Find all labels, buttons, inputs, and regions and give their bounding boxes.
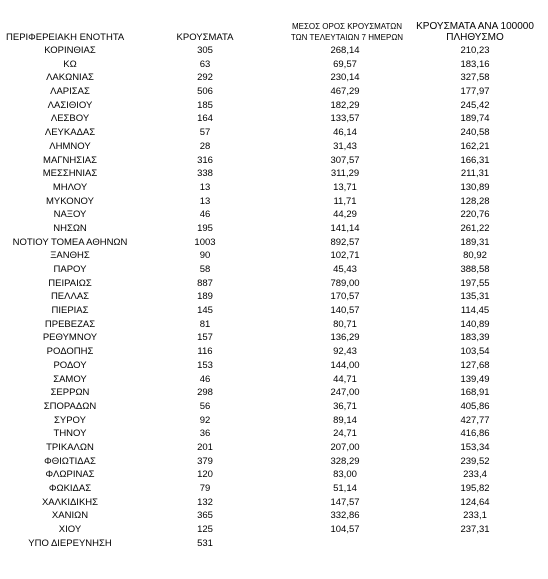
row-seven-day-average: 104,57 xyxy=(330,524,360,536)
row-seven-day-average: 92,43 xyxy=(333,346,357,358)
table-row xyxy=(0,167,548,181)
row-cases-per-100000: 189,31 xyxy=(460,236,490,248)
row-region: ΛΑΡΙΣΑΣ xyxy=(50,86,90,98)
row-cases-per-100000: 153,34 xyxy=(460,441,490,453)
row-cases-per-100000: 128,28 xyxy=(460,195,490,207)
table-row xyxy=(0,509,548,523)
row-seven-day-average: 11,71 xyxy=(333,195,357,207)
row-region: ΛΕΣΒΟΥ xyxy=(50,113,90,125)
row-cases-per-100000: 220,76 xyxy=(460,209,490,221)
row-seven-day-average: 207,00 xyxy=(330,441,360,453)
row-cases-per-100000: 210,23 xyxy=(460,45,490,56)
table-row xyxy=(0,99,548,113)
row-seven-day-average: 140,57 xyxy=(330,305,360,317)
row-seven-day-average: 182,29 xyxy=(330,99,360,111)
row-seven-day-average: 36,71 xyxy=(333,400,357,412)
row-region: ΧΙΟΥ xyxy=(58,524,82,536)
row-region: ΡΟΔΟΠΗΣ xyxy=(46,346,94,358)
row-cases-per-100000: 130,89 xyxy=(460,181,490,193)
row-cases: 153 xyxy=(197,359,213,371)
table-row xyxy=(0,263,548,277)
row-region: ΡΟΔΟΥ xyxy=(53,359,87,371)
row-cases-per-100000: 135,31 xyxy=(460,291,490,303)
row-cases: 201 xyxy=(197,441,213,453)
row-cases: 46 xyxy=(199,209,211,221)
row-cases: 58 xyxy=(199,264,211,275)
row-seven-day-average: 332,86 xyxy=(330,510,360,522)
row-cases: 63 xyxy=(199,58,211,70)
row-cases: 90 xyxy=(199,250,211,262)
table-row xyxy=(0,222,548,236)
table-row xyxy=(0,154,548,168)
row-cases: 92 xyxy=(199,414,211,426)
table-row xyxy=(0,85,548,99)
row-cases-per-100000: 327,58 xyxy=(460,72,490,84)
row-cases-per-100000: 166,31 xyxy=(460,154,490,166)
row-cases: 13 xyxy=(199,181,211,193)
row-region: ΠΑΡΟΥ xyxy=(53,264,87,275)
row-region: ΜΕΣΣΗΝΙΑΣ xyxy=(42,168,98,180)
row-region: ΜΗΛΟΥ xyxy=(52,181,88,193)
row-cases: 79 xyxy=(199,483,211,494)
row-region: ΠΡΕΒΕΖΑΣ xyxy=(44,318,96,330)
row-region: ΣΑΜΟΥ xyxy=(53,373,87,385)
table-row xyxy=(0,236,548,250)
row-cases: 56 xyxy=(199,400,211,412)
row-region: ΞΑΝΘΗΣ xyxy=(50,250,90,262)
row-seven-day-average: 69,57 xyxy=(333,58,357,70)
row-cases: 120 xyxy=(197,469,213,481)
row-cases-per-100000: 388,58 xyxy=(460,264,490,275)
row-seven-day-average: 31,43 xyxy=(333,140,357,152)
row-seven-day-average: 89,14 xyxy=(333,414,357,426)
table-row xyxy=(0,455,548,469)
row-seven-day-average: 789,00 xyxy=(330,277,360,289)
row-cases: 365 xyxy=(197,510,213,522)
row-seven-day-average: 24,71 xyxy=(333,428,357,440)
row-seven-day-average: 45,43 xyxy=(333,264,357,275)
row-cases-per-100000: 233,4 xyxy=(463,469,487,481)
row-region: ΤΗΝΟΥ xyxy=(53,428,87,440)
table-row xyxy=(0,181,548,195)
table-row xyxy=(0,468,548,482)
row-region: ΚΩ xyxy=(63,58,77,70)
row-region: ΚΟΡΙΝΘΙΑΣ xyxy=(44,45,96,56)
table-row xyxy=(0,126,548,140)
row-seven-day-average: 328,29 xyxy=(330,455,360,467)
row-cases: 316 xyxy=(197,154,213,166)
row-cases-per-100000: 405,86 xyxy=(460,400,490,412)
row-cases-per-100000: 168,91 xyxy=(460,387,490,399)
header-region: ΠΕΡΙΦΕΡΕΙΑΚΗ ΕΝΟΤΗΤΑ xyxy=(6,32,125,43)
table-row xyxy=(0,400,548,414)
row-seven-day-average: 170,57 xyxy=(330,291,360,303)
row-cases-per-100000: 239,52 xyxy=(460,455,490,467)
row-cases-per-100000: 211,31 xyxy=(460,168,490,180)
row-seven-day-average: 51,14 xyxy=(333,483,357,494)
row-cases-per-100000: 103,54 xyxy=(460,346,490,358)
table-row xyxy=(0,195,548,209)
row-cases: 157 xyxy=(197,332,213,344)
table-row xyxy=(0,318,548,332)
table-row xyxy=(0,359,548,373)
row-region: ΠΕΙΡΑΙΩΣ xyxy=(48,277,92,289)
table-row xyxy=(0,373,548,387)
row-seven-day-average: 141,14 xyxy=(330,222,360,234)
row-region: ΧΑΛΚΙΔΙΚΗΣ xyxy=(41,496,99,508)
row-region: ΠΕΛΛΑΣ xyxy=(50,291,90,303)
row-seven-day-average: 80,71 xyxy=(333,318,357,330)
row-cases-per-100000: 197,55 xyxy=(460,277,490,289)
row-region: ΛΑΣΙΘΙΟΥ xyxy=(47,99,93,111)
row-cases: 531 xyxy=(197,537,213,549)
row-cases-per-100000: 416,86 xyxy=(460,428,490,440)
row-cases: 125 xyxy=(197,524,213,536)
row-cases: 195 xyxy=(197,222,213,234)
table-row xyxy=(0,304,548,318)
header-avg-line2: ΤΩΝ ΤΕΛΕΥΤΑΙΩΝ 7 ΗΜΕΡΩΝ xyxy=(290,33,404,42)
row-region: ΝΟΤΙΟΥ ΤΟΜΕΑ ΑΘΗΝΩΝ xyxy=(12,236,128,248)
row-cases: 379 xyxy=(197,455,213,467)
header-per-line2: ΠΛΗΘΥΣΜΟ xyxy=(446,32,504,43)
row-cases: 164 xyxy=(197,113,213,125)
row-cases: 132 xyxy=(197,496,213,508)
row-cases-per-100000: 139,49 xyxy=(460,373,490,385)
table-row xyxy=(0,112,548,126)
row-cases: 81 xyxy=(199,318,211,330)
table-row xyxy=(0,427,548,441)
row-cases-per-100000: 233,1 xyxy=(463,510,487,522)
table-row xyxy=(0,249,548,263)
table-row xyxy=(0,140,548,154)
row-cases-per-100000: 124,64 xyxy=(460,496,490,508)
row-cases-per-100000: 140,89 xyxy=(460,318,490,330)
row-cases: 338 xyxy=(197,168,213,180)
row-seven-day-average: 268,14 xyxy=(330,45,360,56)
header-avg-line1: ΜΕΣΟΣ ΟΡΟΣ ΚΡΟΥΣΜΑΤΩΝ xyxy=(291,22,403,31)
row-seven-day-average: 136,29 xyxy=(330,332,360,344)
row-cases: 57 xyxy=(199,127,211,139)
row-cases-per-100000: 195,82 xyxy=(460,483,490,494)
row-seven-day-average: 247,00 xyxy=(330,387,360,399)
row-cases: 1003 xyxy=(194,236,216,248)
row-cases: 185 xyxy=(197,99,213,111)
header-cases-per-100000 xyxy=(405,21,545,43)
row-region: ΛΗΜΝΟΥ xyxy=(49,140,91,152)
row-cases-per-100000: 162,21 xyxy=(460,140,490,152)
row-cases-per-100000: 245,42 xyxy=(460,99,490,111)
row-cases: 28 xyxy=(199,140,211,152)
table-row xyxy=(0,58,548,72)
row-cases: 506 xyxy=(197,86,213,98)
row-seven-day-average: 44,29 xyxy=(333,209,357,221)
table-row xyxy=(0,414,548,428)
row-cases: 189 xyxy=(197,291,213,303)
table-body xyxy=(0,44,548,550)
row-cases-per-100000: 177,97 xyxy=(460,86,490,98)
row-region: ΣΥΡΟΥ xyxy=(54,414,86,426)
row-region: ΣΠΟΡΑΔΩΝ xyxy=(43,400,97,412)
row-cases: 13 xyxy=(199,195,211,207)
row-cases: 292 xyxy=(197,72,213,84)
table-row xyxy=(0,208,548,222)
row-seven-day-average: 467,29 xyxy=(330,86,360,98)
header-cases: ΚΡΟΥΣΜΑΤΑ xyxy=(176,32,234,43)
row-cases: 116 xyxy=(197,346,213,358)
row-region: ΦΘΙΩΤΙΔΑΣ xyxy=(44,455,96,467)
row-seven-day-average: 892,57 xyxy=(330,236,360,248)
row-region: ΥΠΟ ΔΙΕΡΕΥΝΗΣΗ xyxy=(28,537,112,549)
row-cases-per-100000: 183,39 xyxy=(460,332,490,344)
row-region: ΠΙΕΡΙΑΣ xyxy=(51,305,89,317)
row-seven-day-average: 307,57 xyxy=(330,154,360,166)
table-row xyxy=(0,386,548,400)
row-region: ΣΕΡΡΩΝ xyxy=(50,387,90,399)
row-seven-day-average: 311,29 xyxy=(330,168,360,180)
row-region: ΜΥΚΟΝΟΥ xyxy=(46,195,94,207)
row-seven-day-average: 83,00 xyxy=(333,469,357,481)
table-row xyxy=(0,345,548,359)
row-cases-per-100000: 127,68 xyxy=(460,359,490,371)
row-region: ΝΑΞΟΥ xyxy=(53,209,87,221)
row-region: ΡΕΘΥΜΝΟΥ xyxy=(42,332,98,344)
table-row xyxy=(0,44,548,58)
row-seven-day-average: 102,71 xyxy=(330,250,360,262)
row-region: ΛΑΚΩΝΙΑΣ xyxy=(46,72,94,84)
row-cases-per-100000: 427,77 xyxy=(460,414,490,426)
header-per-line1: ΚΡΟΥΣΜΑΤΑ ΑΝΑ 100000 xyxy=(416,21,534,32)
table-row xyxy=(0,537,548,551)
row-cases-per-100000: 80,92 xyxy=(463,250,487,262)
row-cases: 298 xyxy=(197,387,213,399)
row-region: ΦΩΚΙΔΑΣ xyxy=(48,483,92,494)
row-seven-day-average: 46,14 xyxy=(333,127,357,139)
row-seven-day-average: 44,71 xyxy=(333,373,357,385)
row-cases: 46 xyxy=(199,373,211,385)
row-region: ΦΛΩΡΙΝΑΣ xyxy=(45,469,95,481)
table-row xyxy=(0,441,548,455)
table-row xyxy=(0,277,548,291)
row-cases-per-100000: 237,31 xyxy=(460,524,490,536)
table-row xyxy=(0,482,548,496)
row-cases: 36 xyxy=(199,428,211,440)
row-seven-day-average: 133,57 xyxy=(330,113,360,125)
row-region: ΜΑΓΝΗΣΙΑΣ xyxy=(43,154,97,166)
row-cases-per-100000: 183,16 xyxy=(460,58,490,70)
table-row xyxy=(0,71,548,85)
table-row xyxy=(0,331,548,345)
row-cases-per-100000: 189,74 xyxy=(460,113,490,125)
row-cases-per-100000: 114,45 xyxy=(460,305,490,317)
table-row xyxy=(0,523,548,537)
row-cases-per-100000: 261,22 xyxy=(460,222,490,234)
row-cases-per-100000: 240,58 xyxy=(460,127,490,139)
row-seven-day-average: 144,00 xyxy=(330,359,360,371)
header-seven-day-average xyxy=(272,21,422,43)
row-cases: 887 xyxy=(197,277,213,289)
row-region: ΛΕΥΚΑΔΑΣ xyxy=(44,127,96,139)
row-cases: 145 xyxy=(197,305,213,317)
row-cases: 305 xyxy=(197,45,213,56)
table-row xyxy=(0,496,548,510)
table-header xyxy=(0,0,548,44)
table-row xyxy=(0,290,548,304)
row-seven-day-average: 230,14 xyxy=(330,72,360,84)
row-seven-day-average: 147,57 xyxy=(330,496,360,508)
row-seven-day-average: 13,71 xyxy=(333,181,357,193)
row-region: ΝΗΣΩΝ xyxy=(53,222,87,234)
row-region: ΧΑΝΙΩΝ xyxy=(51,510,89,522)
row-region: ΤΡΙΚΑΛΩΝ xyxy=(46,441,94,453)
